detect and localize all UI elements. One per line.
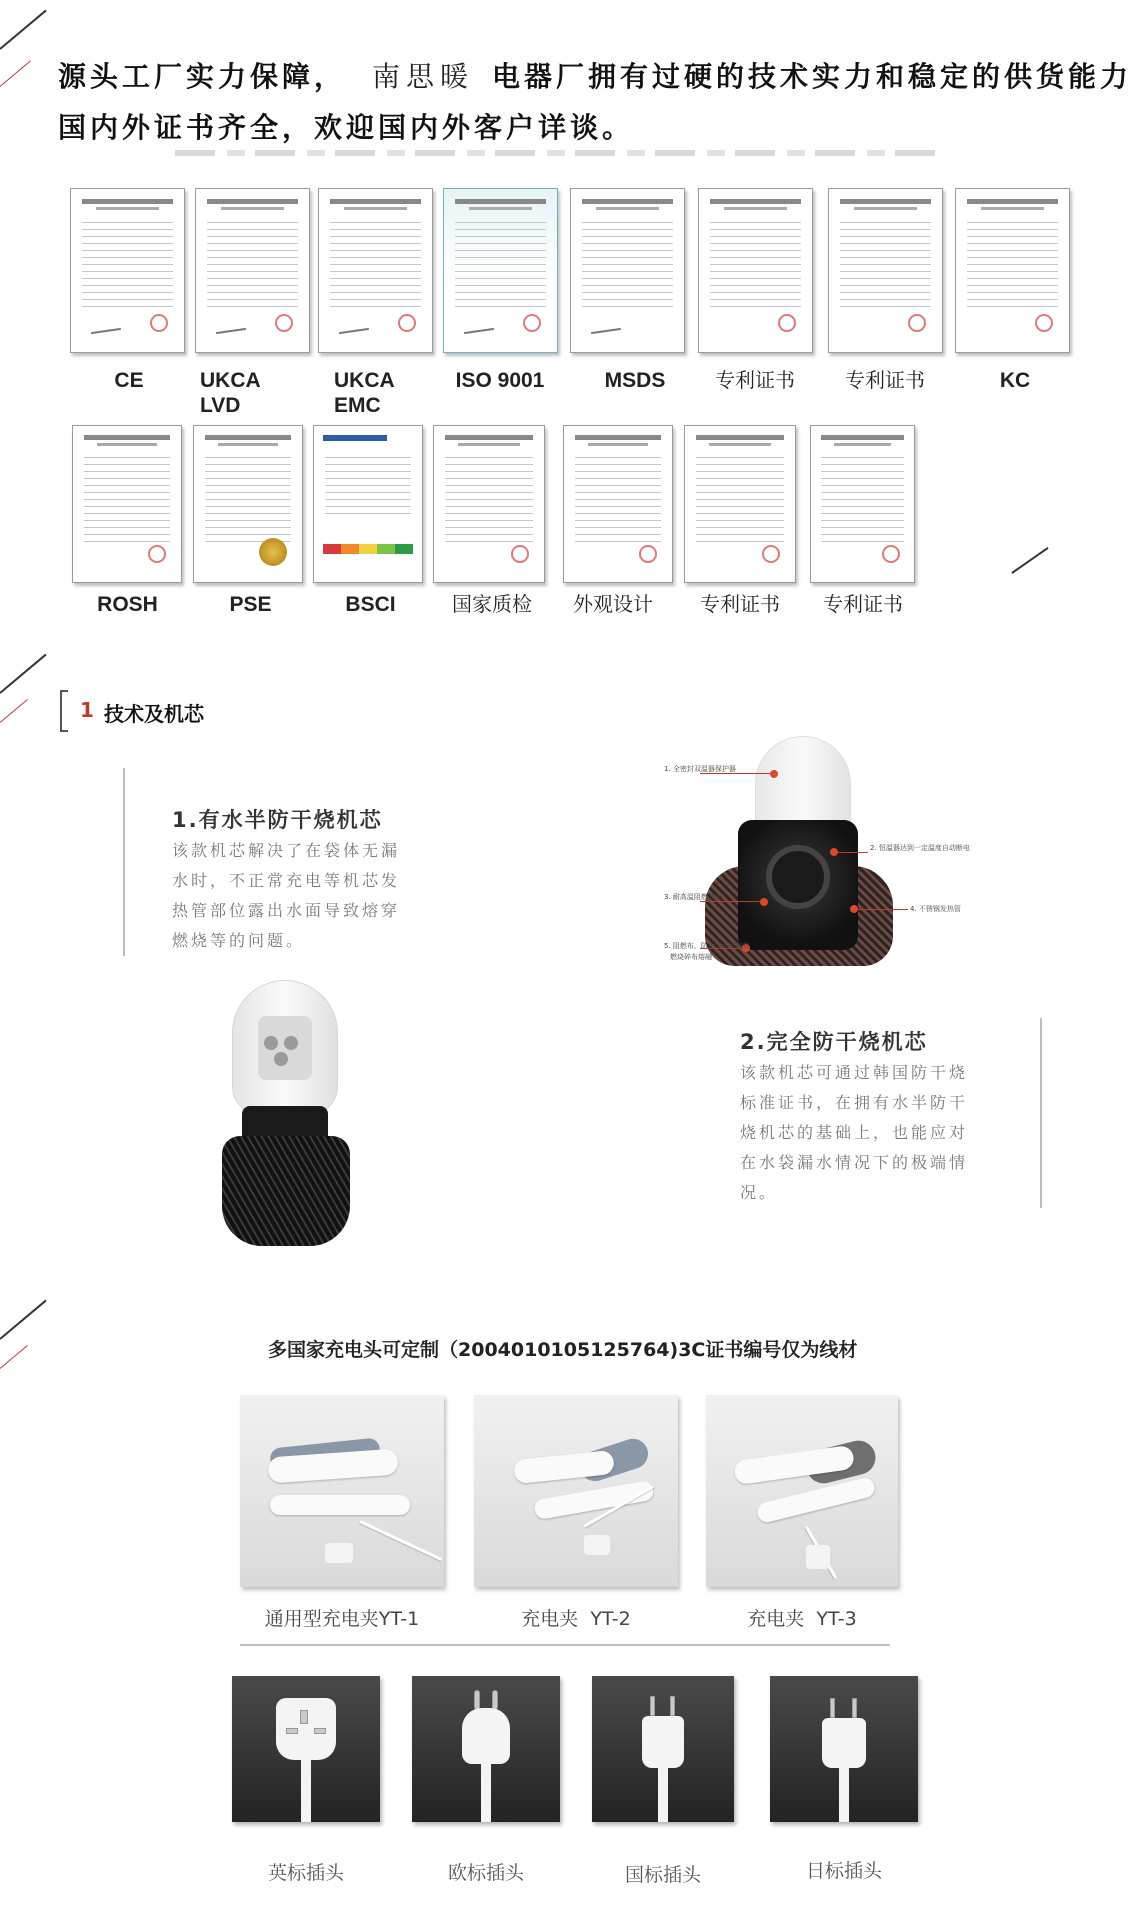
charger-label: 充电夹 YT-3: [747, 1608, 857, 1630]
core1-desc-line: 水时，不正常充电等机芯发: [172, 871, 401, 890]
callout-line: [858, 909, 908, 910]
core2-desc-line: 在水袋漏水情况下的极端情: [740, 1153, 969, 1172]
intro-line-2: 国内外证书齐全，欢迎国内外客户详谈。: [58, 111, 635, 144]
plug-label: 欧标插头: [447, 1862, 524, 1884]
callout-label: 1. 全密封双温器保护器: [664, 765, 736, 773]
decor-slash: [1011, 547, 1048, 574]
core1-divider: [123, 768, 125, 956]
callout-dot: [850, 905, 858, 913]
certificate-patent: [698, 188, 813, 353]
certificate-label: KC: [999, 369, 1031, 392]
section-bracket: [60, 690, 68, 732]
charger-label: 通用型充电夹YT-1: [264, 1608, 420, 1630]
core2-desc-line: 标准证书，在拥有水半防干: [740, 1093, 969, 1112]
decor-slash: [0, 10, 47, 50]
callout-label: 3. 耐高温阻燃外壳: [664, 893, 722, 901]
certificate-patent: [810, 425, 915, 583]
core2-title: 2.完全防干烧机芯: [740, 1030, 928, 1054]
certificate-label: 专利证书: [845, 368, 925, 392]
certificate-kc: [955, 188, 1070, 353]
certificate-pse: [193, 425, 303, 583]
certificate-label: PSE: [229, 593, 272, 616]
certificate-label: UKCA EMC: [334, 369, 395, 417]
certificate-bsci: [313, 425, 423, 583]
core2-pin: [284, 1036, 298, 1050]
core2-pin: [274, 1052, 288, 1066]
charger-photo-yt2: [474, 1395, 678, 1587]
plug-photo-eu: [412, 1676, 560, 1822]
certificate-label: MSDS: [604, 369, 666, 392]
certificate-ukca-emc: [318, 188, 433, 353]
plug-photo-jp: [770, 1676, 918, 1822]
core1-desc-line: 燃烧等的问题。: [172, 931, 306, 950]
certificate-ukca-lvd: [195, 188, 310, 353]
core1-title: 1.有水半防干烧机芯: [172, 808, 383, 832]
certificate-label: 专利证书: [700, 592, 780, 616]
certificate-design-patent: [563, 425, 673, 583]
certificate-national-inspection: [433, 425, 545, 583]
callout-label: 2. 恒温器达到一定温度自动断电: [870, 844, 970, 852]
intro-text: 电器厂拥有过硬的技术实力和稳定的供货能力: [492, 60, 1133, 93]
core1-ring: [766, 845, 830, 909]
decor-slash-red: [0, 699, 28, 723]
callout-line: [838, 852, 868, 853]
intro-text: 源头工厂实力保障，: [58, 60, 347, 93]
plug-label: 英标插头: [267, 1862, 344, 1884]
certificate-label: 专利证书: [823, 592, 903, 616]
callout-label: 4. 不锈钢发热管: [910, 905, 961, 913]
core2-neck: [242, 1106, 328, 1140]
decor-slash: [0, 654, 47, 694]
decor-slash-red: [0, 60, 31, 86]
core2-desc-line: 烧机芯的基础上，也能应对: [740, 1123, 969, 1142]
core2-pin: [264, 1036, 278, 1050]
charger-photo-yt1: [240, 1395, 444, 1587]
core1-desc-line: 该款机芯解决了在袋体无漏: [172, 841, 401, 860]
certificate-msds: [570, 188, 685, 353]
certificate-label: ROSH: [97, 593, 158, 616]
certificate-ce: [70, 188, 185, 353]
plug-label: 日标插头: [805, 1860, 882, 1882]
core2-desc-line: 该款机芯可通过韩国防干烧: [740, 1063, 969, 1082]
certificate-label: 外观设计: [573, 592, 653, 616]
callout-label: 5. 阻燃布，防止不正常加热: [664, 942, 750, 950]
certificate-patent: [684, 425, 796, 583]
callout-dot: [770, 770, 778, 778]
core2-divider: [1040, 1018, 1042, 1208]
charger-divider: [240, 1644, 890, 1646]
certificate-patent: [828, 188, 943, 353]
core2-desc-line: 况。: [740, 1183, 779, 1202]
charger-section-title: 多国家充电头可定制（2004010105125764)3C证书编号仅为线材: [268, 1339, 858, 1361]
section-number: 1: [80, 698, 94, 722]
certificate-label: BSCI: [345, 593, 396, 616]
faded-divider: [175, 150, 935, 156]
callout-label: 燃烧碎布熔融: [670, 953, 712, 961]
certificate-label: CE: [114, 369, 144, 392]
plug-label: 国标插头: [624, 1864, 701, 1886]
decor-slash: [0, 1300, 47, 1340]
charger-photo-yt3: [706, 1395, 898, 1587]
section-title: 技术及机芯: [104, 702, 204, 726]
core1-desc-line: 热管部位露出水面导致熔穿: [172, 901, 401, 920]
core1-description: [172, 836, 400, 956]
core2-mesh-bag: [222, 1136, 350, 1246]
callout-dot: [830, 848, 838, 856]
intro-line-1: [58, 55, 1132, 95]
certificate-label: UKCA LVD: [200, 369, 261, 417]
certificate-iso9001: [443, 188, 558, 353]
certificate-label: 国家质检: [452, 592, 532, 616]
plug-photo-uk: [232, 1676, 380, 1822]
brand-name: 南思暖: [372, 60, 475, 93]
certificate-rosh: [72, 425, 182, 583]
plug-photo-cn: [592, 1676, 734, 1822]
callout-dot: [760, 898, 768, 906]
certificate-label: 专利证书: [715, 368, 795, 392]
core2-description: [740, 1058, 968, 1208]
decor-slash-red: [0, 1345, 28, 1369]
charger-label: 充电夹 YT-2: [521, 1608, 631, 1630]
certificate-label: ISO 9001: [455, 369, 545, 392]
